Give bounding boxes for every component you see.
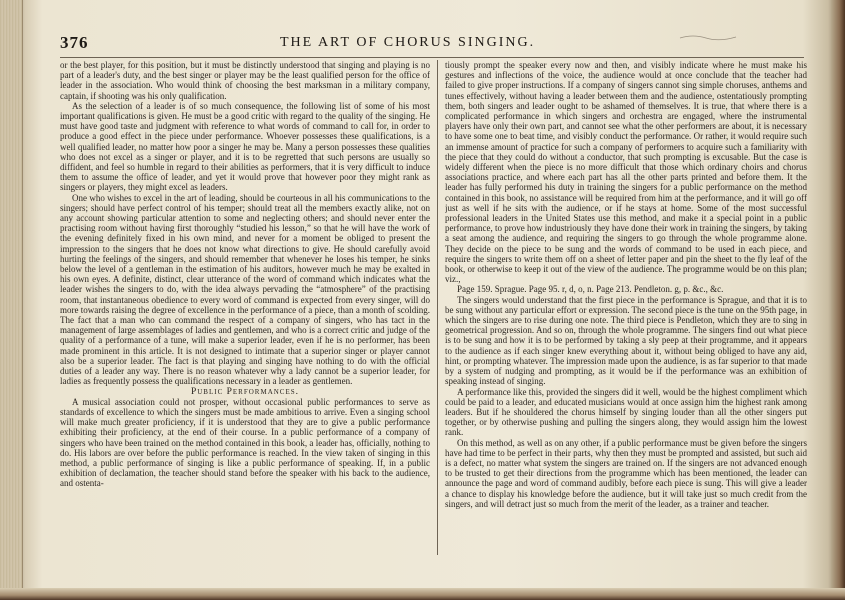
programme-line: Page 159. Sprague. Page 95. r, d, o, n. Page 213. Pendleton. g, p. &c., &c. (457, 284, 724, 295)
paragraph: The singers would understand that the first piece in the performance is Sprague, and that it is to be sung without any particular effort or expression. The second piece is the tune on the 95th page, in which the singers are to rise during one note. The third piece is Pendleton, which they are to sing in geometrical progression. And so on, through the whole programme. The singers find out what piece is to be sung and how it is to be performed by taking a sly peep at their programme, and it appears to the audience as if each singer knew everything about it, without being obliged to have any aid, hint, or prompting whatever. The impression made upon the audience, is as far superior to that made by a system of nudging and prompting, as it would be if the performance was an exhibition of speaking instead of singing. (445, 294, 807, 387)
paragraph: On this method, as well as on any other, if a public performance must be given before the singers have had time to be perfect in their parts, why then they must be prompted and assisted, but such aid is a defect, no matter what system the singers are trained on. If the singers are not advanced enough to be trusted to get their directions from the programme which has been mentioned, the leader can announce the page and word of command audibly, before each piece is sung. This will give a leader a chance to display his knowledge before the audience, but it will take just so much credit from the singers, and will detract just so much from the merit of the leader, as a trainer and teacher. (445, 437, 807, 509)
book-cover-edge (831, 0, 845, 600)
running-title: THE ART OF CHORUS SINGING. (280, 35, 536, 50)
right-column (445, 60, 807, 555)
paragraph: One who wishes to excel in the art of leading, should be courteous in all his communications to the singers; should have perfect control of his temper; should treat all the members exactly alike, not on any account showing particular attention to some and neglecting others; and should never enter the practising room without having first thoroughly “studied his lesson,” so that he will have the work of the evening definitely fixed in his own mind, and never for a moment be obliged to present the impression to the singers that he does not know what directions to give. He should carefully avoid hurting the feelings of the singers, and should remember that whenever he loses his temper, he sinks below the level of a gentleman in the estimation of his auditors, however much he may be exalted in his own eyes. A definite, distinct, clear utterance of the word of command which indicates what the leader wishes the singers to do, with the idea always pervading the “atmosphere” of the practising room, that instantaneous obedience to every word of command is expected from every singer, will do more towards raising the degree of excellence in the performance of a piece, than a month of scolding. The fact that a man who can command the respect of a company of singers, who has tact in the management of large assemblages of ladies and gentlemen, and who is a correct critic and judge of the quality of a performance of a tune, will make a superior leader, even if he is no performer, has been made prominent in this article. It is not designed to intimate that a superior singer or player cannot also be a superior leader. The fact is that playing and singing have nothing to do with the official duties of a leader any way. There is no reason whatever why a lady cannot be a superior leader, for ladies as frequently possess the qualifications necessary in a leader as gentlemen. (60, 192, 430, 387)
paragraph: tiously prompt the speaker every now and then, and visibly indicate where he must make his gestures and inflections of the voice, the audience would at once conclude that the teacher had failed to give proper instructions. If a company of singers cannot sing simple choruses, anthems and tunes effectively, without having a leader between them and the audience, ostentatiously prompting them, both singers and leader ought to be ashamed of themselves. It is true, that where there is a complicated performance in which singers and orchestra are engaged, where the instrumental players have only their own part, and cannot see what the other performers are about, it is necessary to have some one to beat time, and visibly conduct the performance. Or rather, it would require such an immense amount of practice for such a company of performers to acquire such a familiarity with the piece that they could do without a conductor, that such prompting is excusable. But the case is widely different when the piece is no more difficult that those which ordinary choirs and chorus associations practice, and where each part has all the other parts printed and before them. It the leader has fully performed his duty in training the singers for a public performance on the method contained in this book, no assistance will be required from him at the performance, and it will go off just as well if he sits with the audience, or if he stays at home. Some of the most successful professional leaders in the United States use this method, and make it a special point in a public performance, to prove how industriously they have done their work in training the singers, by taking a seat among the audience, and requiring the singers to go through the whole programme alone. They decide on the piece to be sung and the words of command to be used in each piece, and require the singers to write them off on a sheet of letter paper and pin the sheet to the fly leaf of the book, or otherwise to keep it out of the view of the audience. The programme would be on this plan; viz., (445, 60, 807, 285)
page-header (60, 33, 804, 53)
page-edge-left (0, 0, 23, 600)
paragraph: A musical association could not prosper, without occasional public performances to serve as standards of excellence to which the singers must be made ambitious to arrive. Even a singing school will make much greater proficiency, if it is understood that they are to give a public performance exhibiting their proficiency, at the end of their course. In a public performance of a company of singers who have been trained on the method contained in this book, a leader has, officially, nothing to do. His labors are over before the public performance is reached. In the view taken of singing in this method, a public performance of singing is like a public performance of speaking. If, in a public exhibition of declamation, the teacher should stand before the speaker with his back to the audience, and ostenta- (60, 396, 430, 489)
column-divider (437, 60, 438, 555)
left-column (60, 60, 430, 555)
paragraph: As the selection of a leader is of so much consequence, the following list of some of his most important qualifications is given. He must be a good critic with regard to the quality of the singing. He must have good taste and judgment with reference to what words of command to call for, in order to produce a good effect in the piece under performance. Whoever possesses these qualifications, is a well qualified leader, no matter how poor a singer he may be. Many a person possesses these qualities who does not excel as a singer or player, and it is to be regretted that such persons are usually so diffident, and feel so humble in regard to their abilities as performers, that it is very difficult to induce them to assume the office of leader, and yet it would prove that however poor they might rank as singers or players, they might excel as leaders. (60, 100, 430, 193)
page-edge-bottom (0, 588, 845, 600)
page-number: 376 (60, 33, 89, 52)
paragraph: A performance like this, provided the singers did it well, would be the highest compliment which could be paid to a leader, and educated musicians would at once assign him the highest rank among leaders. But if he shouldered the chorus himself by singing louder than all the other singers put together, or by otherwise pushing and pulling the singers along, they would assign him the lowest rank. (445, 386, 807, 438)
paragraph: or the best player, for this position, but it must be distinctly understood that singing and playing is no part of a leader's duty, and the best singer or player may be the least qualified person for the office of leader in the association. Who would think of choosing the best marksman in a military company, captain, if shooting was his only qualification. (60, 60, 430, 101)
section-heading: Public Performances. (190, 386, 300, 397)
header-rule (60, 57, 804, 58)
